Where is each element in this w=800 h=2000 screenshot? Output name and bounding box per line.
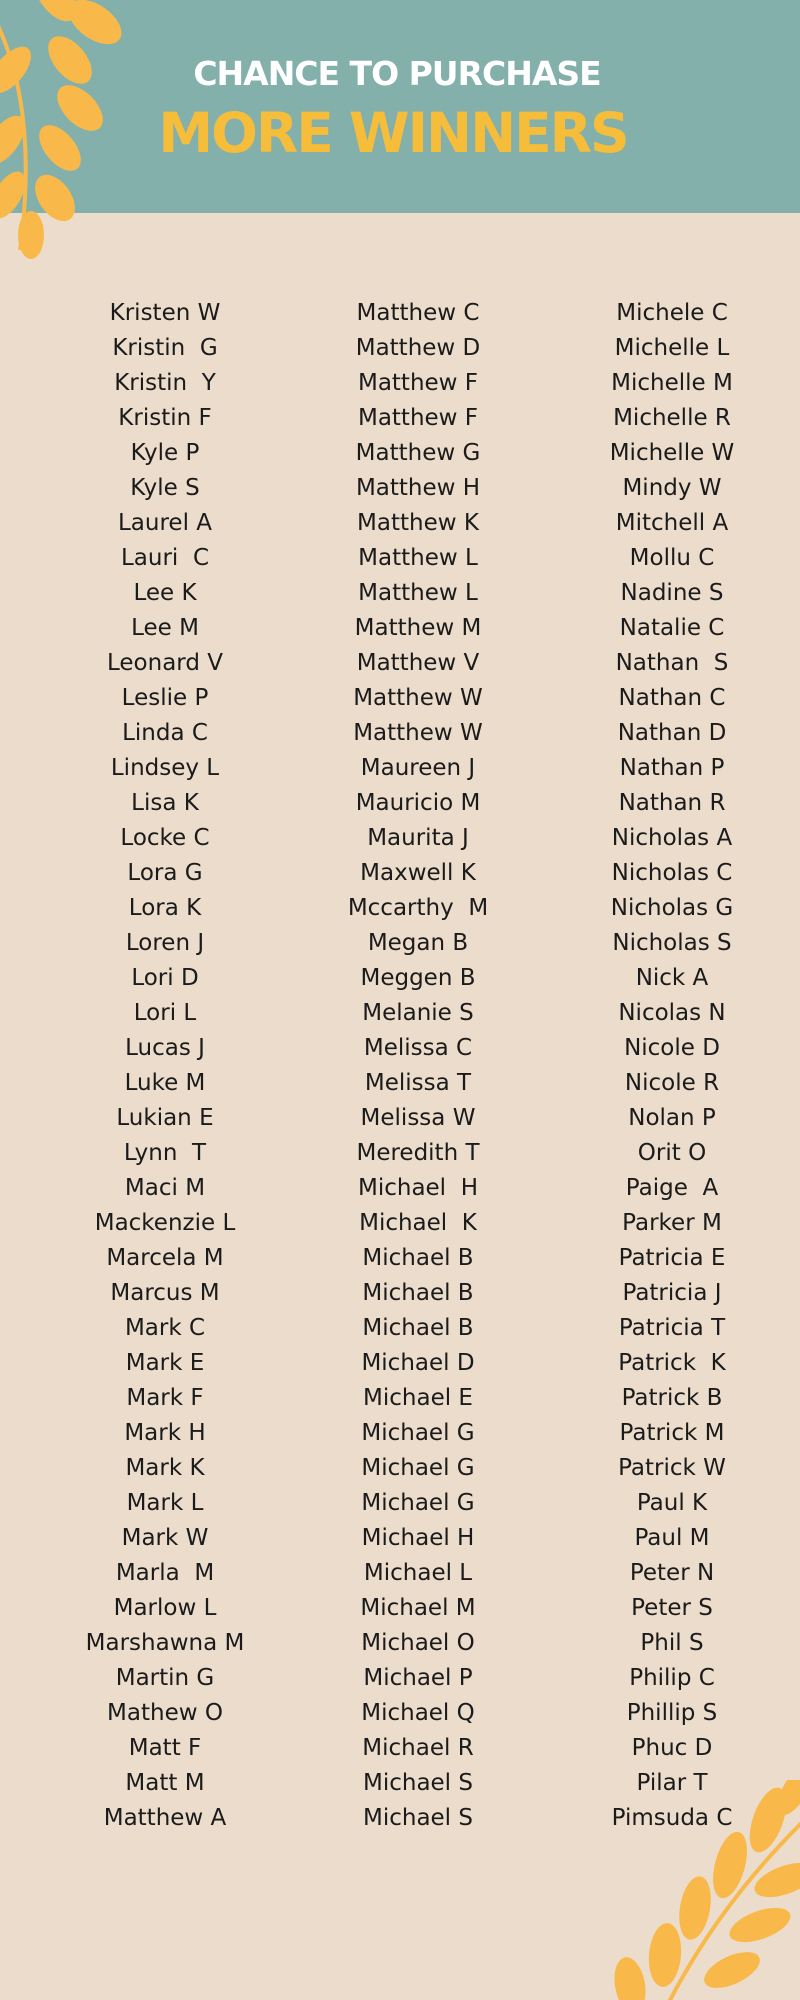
winner-name: Nathan R bbox=[618, 790, 726, 816]
winner-name: Michelle M bbox=[611, 370, 733, 396]
winner-name: Maci M bbox=[124, 1175, 206, 1201]
winner-name: Matthew A bbox=[103, 1805, 227, 1831]
winner-name: Pimsuda C bbox=[611, 1805, 733, 1831]
winner-name: Michael D bbox=[361, 1350, 475, 1376]
winner-name: Patrick M bbox=[619, 1420, 725, 1446]
winner-name: Peter S bbox=[631, 1595, 713, 1621]
winner-name: Lindsey L bbox=[110, 755, 220, 781]
winner-name: Kristin Y bbox=[114, 370, 216, 396]
winner-name: Michael G bbox=[361, 1420, 475, 1446]
winner-name: Philip C bbox=[629, 1665, 715, 1691]
winner-name: Nathan D bbox=[617, 720, 727, 746]
winner-name: Lee K bbox=[133, 580, 197, 606]
winner-name: Nathan S bbox=[615, 650, 729, 676]
winner-name: Nicholas C bbox=[611, 860, 733, 886]
winner-name: Lukian E bbox=[116, 1105, 214, 1131]
winner-name: Michele C bbox=[616, 300, 728, 326]
winner-name: Nathan P bbox=[619, 755, 725, 781]
winner-name: Patrick K bbox=[618, 1350, 726, 1376]
winner-name: Meredith T bbox=[356, 1140, 480, 1166]
winner-name: Kristen W bbox=[109, 300, 221, 326]
winner-name: Mark F bbox=[126, 1385, 204, 1411]
header-subtitle: CHANCE TO PURCHASE bbox=[193, 54, 601, 93]
winner-name: Paul M bbox=[634, 1525, 710, 1551]
winners-column-2 bbox=[318, 296, 518, 1836]
winner-name: Michael P bbox=[363, 1665, 473, 1691]
winner-name: Marla M bbox=[115, 1560, 215, 1586]
winner-name: Marlow L bbox=[113, 1595, 217, 1621]
winner-name: Patricia J bbox=[622, 1280, 722, 1306]
winner-name: Marcela M bbox=[106, 1245, 224, 1271]
winner-name: Michael R bbox=[362, 1735, 474, 1761]
winner-name: Matthew C bbox=[356, 300, 480, 326]
winner-name: Michael K bbox=[359, 1210, 477, 1236]
winner-name: Mitchell A bbox=[615, 510, 729, 536]
winners-column-1 bbox=[65, 296, 265, 1836]
winner-name: Matthew F bbox=[357, 405, 479, 431]
winner-name: Megan B bbox=[367, 930, 469, 956]
winner-name: Matthew G bbox=[355, 440, 481, 466]
winner-name: Michael H bbox=[361, 1525, 475, 1551]
winner-name: Michael M bbox=[360, 1595, 476, 1621]
winner-name: Kristin F bbox=[118, 405, 212, 431]
winner-name: Linda C bbox=[122, 720, 208, 746]
winner-name: Paige A bbox=[625, 1175, 719, 1201]
winner-name: Lori D bbox=[131, 965, 199, 991]
winner-name: Locke C bbox=[120, 825, 210, 851]
winner-name: Kyle S bbox=[130, 475, 200, 501]
winner-name: Michael H bbox=[357, 1175, 478, 1201]
winner-name: Matthew K bbox=[357, 510, 479, 536]
winner-name: Peter N bbox=[629, 1560, 715, 1586]
winner-name: Laurel A bbox=[117, 510, 213, 536]
winner-name: Mark W bbox=[121, 1525, 209, 1551]
winner-name: Michael L bbox=[363, 1560, 473, 1586]
winner-name: Mark K bbox=[125, 1455, 205, 1481]
winner-name: Matthew L bbox=[358, 580, 478, 606]
winner-name: Paul K bbox=[636, 1490, 708, 1516]
winner-name: Martin G bbox=[115, 1665, 215, 1691]
winner-name: Mark C bbox=[124, 1315, 206, 1341]
winner-name: Melissa C bbox=[363, 1035, 473, 1061]
leaf-branch-icon bbox=[0, 0, 130, 265]
winner-name: Lisa K bbox=[131, 790, 199, 816]
winner-name: Melissa T bbox=[364, 1070, 472, 1096]
winner-name: Lynn T bbox=[123, 1140, 207, 1166]
winner-name: Mark E bbox=[125, 1350, 205, 1376]
winner-name: Maxwell K bbox=[360, 860, 476, 886]
winner-name: Michelle L bbox=[614, 335, 730, 361]
winner-name: Nicholas S bbox=[612, 930, 732, 956]
winner-name: Pilar T bbox=[636, 1770, 708, 1796]
winner-name: Michael G bbox=[361, 1490, 475, 1516]
winner-name: Mark L bbox=[126, 1490, 204, 1516]
winner-name: Maurita J bbox=[367, 825, 469, 851]
winner-name: Matthew M bbox=[354, 615, 482, 641]
winner-name: Michael B bbox=[362, 1245, 474, 1271]
winner-name: Nadine S bbox=[620, 580, 724, 606]
winner-name: Michael Q bbox=[361, 1700, 475, 1726]
winner-name: Mollu C bbox=[629, 545, 715, 571]
winner-name: Matthew H bbox=[355, 475, 481, 501]
winner-name: Marcus M bbox=[110, 1280, 220, 1306]
winner-name: Mackenzie L bbox=[94, 1210, 236, 1236]
winner-name: Phuc D bbox=[631, 1735, 713, 1761]
winner-name: Patricia T bbox=[618, 1315, 726, 1341]
winner-name: Mccarthy M bbox=[347, 895, 489, 921]
winner-name: Kristin G bbox=[112, 335, 218, 361]
winner-name: Michael S bbox=[362, 1805, 473, 1831]
winner-name: Nolan P bbox=[628, 1105, 716, 1131]
winner-name: Matt M bbox=[125, 1770, 205, 1796]
winner-name: Nathan C bbox=[618, 685, 726, 711]
winner-name: Parker M bbox=[622, 1210, 722, 1236]
winner-name: Nick A bbox=[635, 965, 709, 991]
winner-name: Michelle W bbox=[609, 440, 735, 466]
winner-name: Michael B bbox=[362, 1315, 474, 1341]
winner-name: Lori L bbox=[133, 1000, 197, 1026]
winner-name: Matthew W bbox=[353, 685, 483, 711]
winner-name: Lora G bbox=[127, 860, 203, 886]
winner-name: Michael E bbox=[363, 1385, 473, 1411]
winner-name: Patricia E bbox=[618, 1245, 726, 1271]
winner-name: Kyle P bbox=[130, 440, 200, 466]
winner-name: Matthew L bbox=[358, 545, 478, 571]
winner-name: Michael G bbox=[361, 1455, 475, 1481]
header-title: MORE WINNERS bbox=[158, 101, 628, 165]
winner-name: Phil S bbox=[640, 1630, 704, 1656]
winner-name: Mindy W bbox=[622, 475, 722, 501]
winner-name: Patrick W bbox=[618, 1455, 726, 1481]
winner-name: Nicholas A bbox=[611, 825, 733, 851]
winner-name: Meggen B bbox=[360, 965, 476, 991]
winner-name: Melissa W bbox=[360, 1105, 476, 1131]
winner-name: Mathew O bbox=[107, 1700, 223, 1726]
winner-name: Matthew F bbox=[357, 370, 479, 396]
winner-name: Nicholas G bbox=[610, 895, 734, 921]
winner-name: Lora K bbox=[128, 895, 202, 921]
winner-name: Maureen J bbox=[360, 755, 476, 781]
winner-name: Matthew W bbox=[353, 720, 483, 746]
winner-name: Matt F bbox=[128, 1735, 202, 1761]
winner-name: Nicole R bbox=[624, 1070, 720, 1096]
winner-name: Michael B bbox=[362, 1280, 474, 1306]
winner-name: Leonard V bbox=[107, 650, 223, 676]
winner-name: Mark H bbox=[124, 1420, 206, 1446]
winner-name: Michael O bbox=[361, 1630, 475, 1656]
winner-name: Lucas J bbox=[125, 1035, 205, 1061]
winner-name: Michael S bbox=[362, 1770, 473, 1796]
winner-name: Lee M bbox=[131, 615, 199, 641]
winner-name: Phillip S bbox=[626, 1700, 718, 1726]
winner-name: Mauricio M bbox=[355, 790, 481, 816]
winner-name: Melanie S bbox=[362, 1000, 474, 1026]
winner-name: Loren J bbox=[125, 930, 205, 956]
winner-name: Natalie C bbox=[619, 615, 725, 641]
winner-name: Michelle R bbox=[613, 405, 731, 431]
winner-name: Matthew D bbox=[355, 335, 481, 361]
winner-name: Marshawna M bbox=[85, 1630, 245, 1656]
winner-name: Nicolas N bbox=[618, 1000, 726, 1026]
winner-name: Nicole D bbox=[624, 1035, 720, 1061]
winner-name: Orit O bbox=[637, 1140, 707, 1166]
winner-name: Matthew V bbox=[356, 650, 480, 676]
winner-name: Lauri C bbox=[120, 545, 209, 571]
winners-column-3 bbox=[572, 296, 772, 1836]
winner-name: Luke M bbox=[124, 1070, 206, 1096]
winner-name: Patrick B bbox=[621, 1385, 723, 1411]
winner-name: Leslie P bbox=[121, 685, 209, 711]
